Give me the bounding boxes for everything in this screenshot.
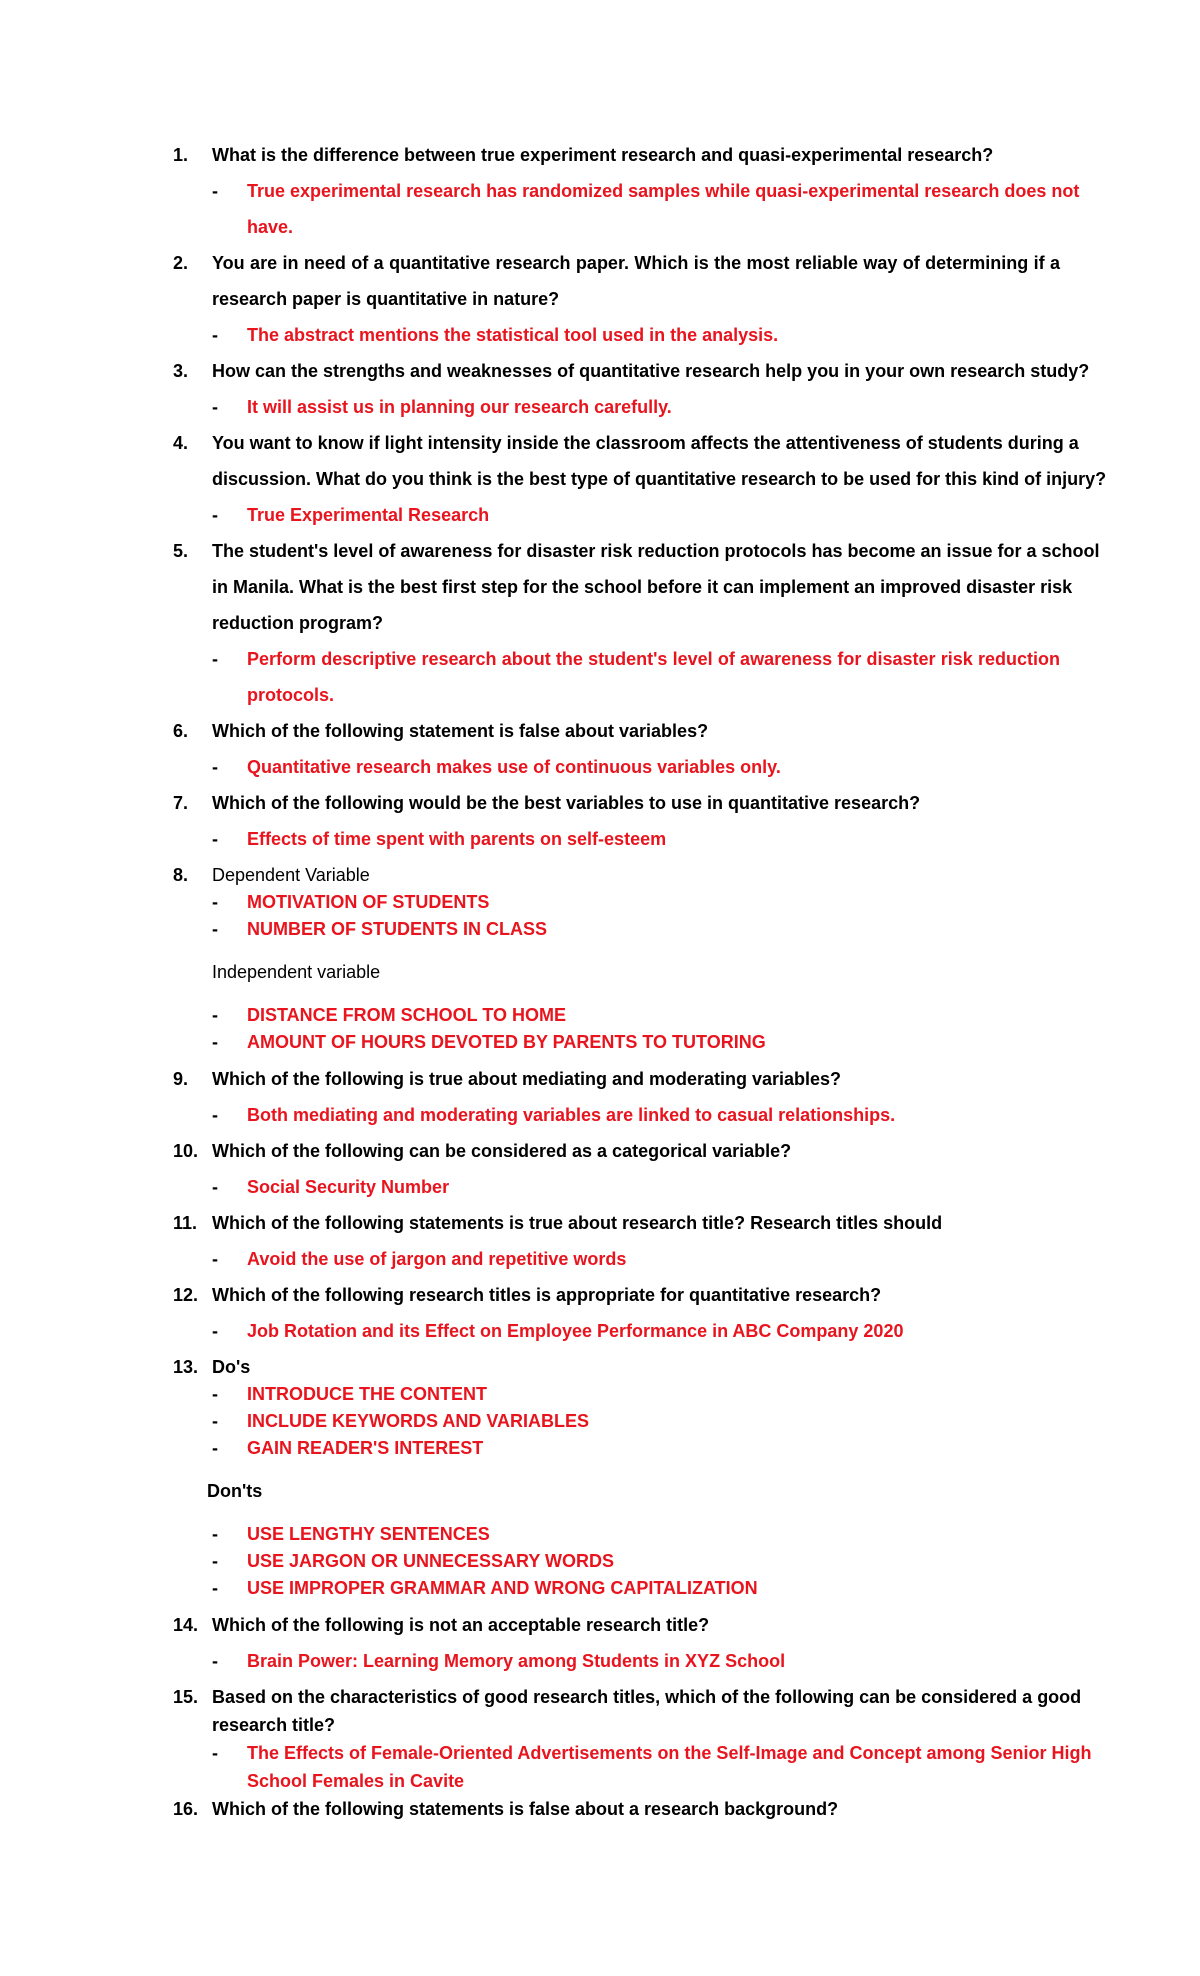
answer-text: Job Rotation and its Effect on Employee Performance in ABC Company 2020 xyxy=(247,1321,904,1341)
answer-row xyxy=(0,680,1200,710)
question-row xyxy=(0,860,1200,890)
answer-row xyxy=(0,887,1200,917)
answer-row xyxy=(0,1000,1200,1030)
answer-text: MOTIVATION OF STUDENTS xyxy=(247,892,490,912)
group-heading: Do's xyxy=(212,1357,251,1377)
question-row xyxy=(0,464,1200,494)
question-number: 13. xyxy=(173,1357,199,1377)
answer-row xyxy=(0,1766,1200,1796)
question-text: Which of the following is true about mediating and moderating variables? xyxy=(212,1069,842,1089)
answer-row xyxy=(0,320,1200,350)
question-number: 2. xyxy=(173,253,189,273)
answer-text: DISTANCE FROM SCHOOL TO HOME xyxy=(247,1005,567,1025)
answer-row xyxy=(0,1379,1200,1409)
answer-row xyxy=(0,1027,1200,1057)
answer-row xyxy=(0,1244,1200,1274)
bullet-dash: - xyxy=(212,325,218,345)
bullet-dash: - xyxy=(212,397,218,417)
answer-row xyxy=(0,1100,1200,1130)
answer-text: Avoid the use of jargon and repetitive words xyxy=(247,1249,627,1269)
answer-text: The abstract mentions the statistical tool used in the analysis. xyxy=(247,325,779,345)
answer-text: GAIN READER'S INTEREST xyxy=(247,1438,484,1458)
answer-row xyxy=(0,1519,1200,1549)
answer-text: USE JARGON OR UNNECESSARY WORDS xyxy=(247,1551,615,1571)
question-text: Which of the following research titles is appropriate for quantitative research? xyxy=(212,1285,882,1305)
bullet-dash: - xyxy=(212,1411,218,1431)
answer-row xyxy=(0,824,1200,854)
question-row xyxy=(0,1208,1200,1238)
question-text: research paper is quantitative in nature? xyxy=(212,289,560,309)
question-text: How can the strengths and weaknesses of quantitative research help you in your own research study? xyxy=(212,361,1090,381)
answer-text: It will assist us in planning our research carefully. xyxy=(247,397,672,417)
answer-text: protocols. xyxy=(247,685,335,705)
question-row xyxy=(0,248,1200,278)
answer-text: Perform descriptive research about the student's level of awareness for disaster risk reduction xyxy=(247,649,1060,669)
bullet-dash: - xyxy=(212,1321,218,1341)
answer-text: School Females in Cavite xyxy=(247,1771,465,1791)
bullet-dash: - xyxy=(212,1105,218,1125)
question-number: 9. xyxy=(173,1069,189,1089)
question-text: Which of the following statements is true about research title? Research titles should xyxy=(212,1213,943,1233)
question-number: 14. xyxy=(173,1615,199,1635)
question-row xyxy=(0,428,1200,458)
answer-row xyxy=(0,1573,1200,1603)
question-number: 3. xyxy=(173,361,189,381)
question-text: Which of the following statements is false about a research background? xyxy=(212,1799,839,1819)
bullet-dash: - xyxy=(212,829,218,849)
bullet-dash: - xyxy=(212,1578,218,1598)
question-number: 4. xyxy=(173,433,189,453)
question-row xyxy=(0,536,1200,566)
question-number: 11. xyxy=(173,1213,198,1233)
answer-row xyxy=(0,212,1200,242)
question-number: 16. xyxy=(173,1799,199,1819)
question-text: reduction program? xyxy=(212,613,384,633)
bullet-dash: - xyxy=(212,1005,218,1025)
question-row xyxy=(0,140,1200,170)
answer-text: NUMBER OF STUDENTS IN CLASS xyxy=(247,919,548,939)
question-number: 15. xyxy=(173,1687,199,1707)
question-number: 1. xyxy=(173,145,189,165)
answer-row xyxy=(0,914,1200,944)
answer-row xyxy=(0,1433,1200,1463)
question-row xyxy=(0,1682,1200,1712)
question-row xyxy=(0,1280,1200,1310)
answer-text: Both mediating and moderating variables are linked to casual relationships. xyxy=(247,1105,896,1125)
question-row xyxy=(0,608,1200,638)
question-row xyxy=(0,788,1200,818)
bullet-dash: - xyxy=(212,1651,218,1671)
question-row xyxy=(0,1064,1200,1094)
bullet-dash: - xyxy=(212,505,218,525)
question-row xyxy=(0,1794,1200,1824)
bullet-dash: - xyxy=(212,892,218,912)
question-text: in Manila. What is the best first step for the school before it can implement an improved disaster risk xyxy=(212,577,1073,597)
answer-row xyxy=(0,176,1200,206)
question-row xyxy=(0,356,1200,386)
question-text: research title? xyxy=(212,1715,336,1735)
answer-row xyxy=(0,1406,1200,1436)
answer-text: The Effects of Female-Oriented Advertisements on the Self-Image and Concept among Senior High xyxy=(247,1743,1092,1763)
answer-text: have. xyxy=(247,217,294,237)
answer-row xyxy=(0,500,1200,530)
answer-row xyxy=(0,1646,1200,1676)
answer-row xyxy=(0,392,1200,422)
question-row xyxy=(0,1136,1200,1166)
group-heading-row xyxy=(0,1476,1200,1506)
bullet-dash: - xyxy=(212,1249,218,1269)
answer-text: USE IMPROPER GRAMMAR AND WRONG CAPITALIZATION xyxy=(247,1578,758,1598)
answer-row xyxy=(0,1172,1200,1202)
bullet-dash: - xyxy=(212,757,218,777)
answer-text: AMOUNT OF HOURS DEVOTED BY PARENTS TO TUTORING xyxy=(247,1032,766,1052)
question-text: You want to know if light intensity inside the classroom affects the attentiveness of students during a xyxy=(212,433,1079,453)
question-row xyxy=(0,1352,1200,1382)
group-heading: Dependent Variable xyxy=(212,865,370,885)
answer-row xyxy=(0,1546,1200,1576)
question-number: 7. xyxy=(173,793,189,813)
question-text: Which of the following is not an acceptable research title? xyxy=(212,1615,710,1635)
question-row xyxy=(0,1610,1200,1640)
group-heading-row xyxy=(0,957,1200,987)
bullet-dash: - xyxy=(212,649,218,669)
bullet-dash: - xyxy=(212,1743,218,1763)
answer-text: Effects of time spent with parents on self-esteem xyxy=(247,829,667,849)
answer-text: True experimental research has randomized samples while quasi-experimental research does not xyxy=(247,181,1080,201)
bullet-dash: - xyxy=(212,181,218,201)
bullet-dash: - xyxy=(212,1384,218,1404)
bullet-dash: - xyxy=(212,1177,218,1197)
question-row xyxy=(0,572,1200,602)
question-number: 10. xyxy=(173,1141,199,1161)
question-row xyxy=(0,1710,1200,1740)
bullet-dash: - xyxy=(212,1438,218,1458)
answer-text: Brain Power: Learning Memory among Students in XYZ School xyxy=(247,1651,786,1671)
question-text: Which of the following statement is false about variables? xyxy=(212,721,709,741)
answer-text: True Experimental Research xyxy=(247,505,490,525)
bullet-dash: - xyxy=(212,919,218,939)
question-number: 12. xyxy=(173,1285,199,1305)
answer-text: Social Security Number xyxy=(247,1177,450,1197)
question-text: The student's level of awareness for disaster risk reduction protocols has become an issue for a school xyxy=(212,541,1100,561)
answer-text: Quantitative research makes use of continuous variables only. xyxy=(247,757,781,777)
question-row xyxy=(0,284,1200,314)
question-number: 5. xyxy=(173,541,189,561)
bullet-dash: - xyxy=(212,1032,218,1052)
answer-row xyxy=(0,752,1200,782)
group-heading: Don'ts xyxy=(207,1481,263,1501)
question-text: You are in need of a quantitative research paper. Which is the most reliable way of determining if a xyxy=(212,253,1060,273)
question-number: 8. xyxy=(173,865,189,885)
answer-text: USE LENGTHY SENTENCES xyxy=(247,1524,490,1544)
question-text: Based on the characteristics of good research titles, which of the following can be considered a good xyxy=(212,1687,1082,1707)
question-text: Which of the following would be the best variables to use in quantitative research? xyxy=(212,793,921,813)
question-text: discussion. What do you think is the best type of quantitative research to be used for this kind of injury? xyxy=(212,469,1107,489)
bullet-dash: - xyxy=(212,1524,218,1544)
group-heading: Independent variable xyxy=(212,962,381,982)
question-number: 6. xyxy=(173,721,189,741)
answer-text: INCLUDE KEYWORDS AND VARIABLES xyxy=(247,1411,590,1431)
answer-row xyxy=(0,1316,1200,1346)
answer-text: INTRODUCE THE CONTENT xyxy=(247,1384,487,1404)
answer-row xyxy=(0,644,1200,674)
answer-row xyxy=(0,1738,1200,1768)
question-text: What is the difference between true experiment research and quasi-experimental research? xyxy=(212,145,994,165)
bullet-dash: - xyxy=(212,1551,218,1571)
question-text: Which of the following can be considered as a categorical variable? xyxy=(212,1141,792,1161)
question-row xyxy=(0,716,1200,746)
